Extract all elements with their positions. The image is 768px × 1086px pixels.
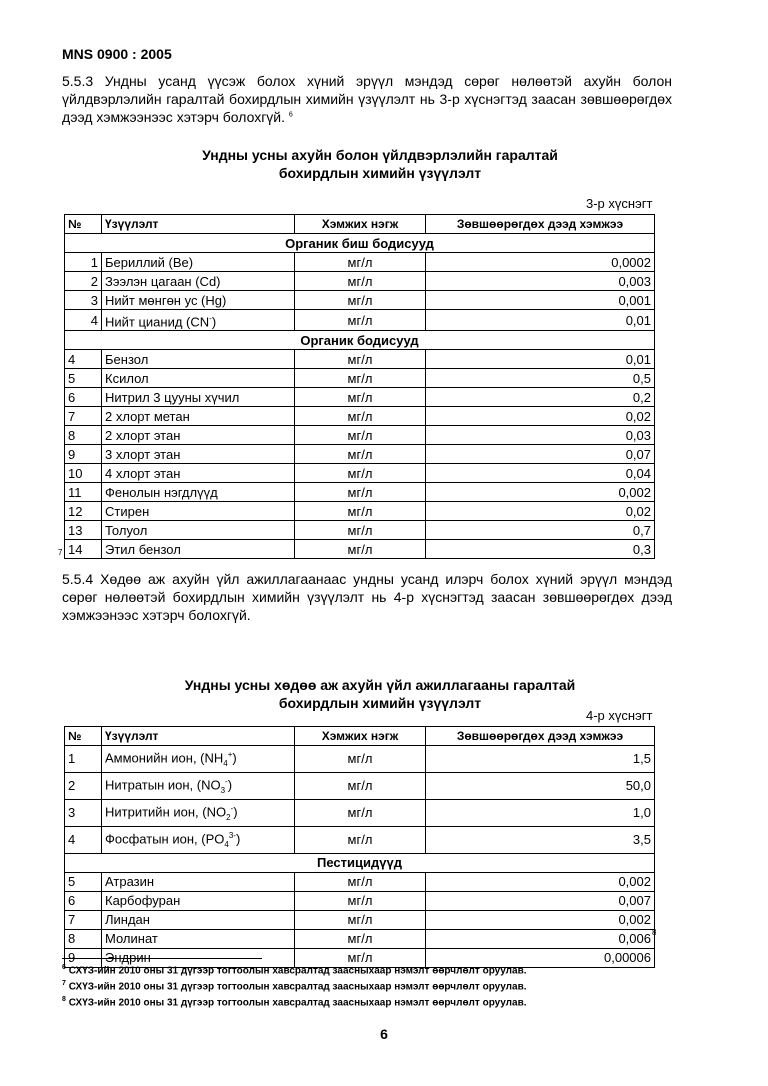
- cell-indicator: Карбофуран: [102, 891, 295, 910]
- cell-indicator: Этил бензол: [102, 540, 295, 559]
- cell-value: 0,00006: [426, 948, 655, 967]
- table-header-row: [65, 215, 655, 234]
- cell-value: 0,02: [426, 502, 655, 521]
- cell-unit: мг/л: [295, 445, 426, 464]
- cell-num: 13: [65, 521, 102, 540]
- section-heading: Пестицидүүд: [65, 853, 655, 872]
- cell-indicator: Бериллий (Be): [102, 253, 295, 272]
- cell-value: 0,003: [426, 272, 655, 291]
- table3-title: [100, 146, 660, 182]
- cell-num: 14: [65, 540, 102, 559]
- cell-value: 0,7: [426, 521, 655, 540]
- cell-num: 8: [65, 929, 102, 948]
- cell-num: 6: [65, 891, 102, 910]
- cell-indicator: Бензол: [102, 350, 295, 369]
- cell-indicator: Нийт цианид (CN-): [102, 310, 295, 331]
- table-row: [65, 826, 655, 853]
- table3-title-line2: бохирдлын химийн үзүүлэлт: [278, 165, 482, 181]
- cell-unit: мг/л: [295, 291, 426, 310]
- cell-unit: мг/л: [295, 253, 426, 272]
- cell-indicator: Зээлэн цагаан (Cd): [102, 272, 295, 291]
- footnote-ref-7: 7: [58, 548, 63, 557]
- table-row: [65, 388, 655, 407]
- footnote-8: $^8$ СХҮЗ-ийн 2010 оны 31 дүгээр тогтоолын хавсралтад заасныхаар нэмэлт өөрчлөлт оруулав.: [62, 996, 527, 1009]
- cell-unit: мг/л: [295, 772, 426, 799]
- cell-value: 0,3: [426, 540, 655, 559]
- table-section-row: [65, 853, 655, 872]
- table-row: [65, 502, 655, 521]
- cell-unit: мг/л: [295, 948, 426, 967]
- table-row: [65, 540, 655, 559]
- cell-num: 3: [65, 291, 102, 310]
- table-row: [65, 910, 655, 929]
- cell-indicator: Нийт мөнгөн ус (Hg): [102, 291, 295, 310]
- cell-num: 2: [65, 772, 102, 799]
- section-heading: Органик бодисууд: [65, 331, 655, 350]
- footnote-ref-8: 8: [652, 928, 657, 937]
- cell-value: 0,0002: [426, 253, 655, 272]
- table-header-row: [65, 727, 655, 746]
- header-num: №: [65, 727, 102, 746]
- clause-5-5-3: [62, 72, 672, 126]
- page-number: 6: [380, 1026, 388, 1042]
- cell-num: 2: [65, 272, 102, 291]
- header-limit: Зөвшөөрөгдөх дээд хэмжээ: [426, 215, 655, 234]
- header-limit: Зөвшөөрөгдөх дээд хэмжээ: [426, 727, 655, 746]
- clause-5-5-3-text: 5.5.3 Ундны усанд үүсэж болох хүний эрүүл мэндэд сөрөг нөлөөтэй ахуйн болон үйлдвэрлэлийн гаралтай бохирдлын химийн үзүүлэлт нь 3-р хүснэгтэд заасан зөвшөөрөгдөх дээд хэмжээнээс хэтэрч болохгүй.: [62, 73, 672, 125]
- cell-indicator: Линдан: [102, 910, 295, 929]
- table-row: [65, 291, 655, 310]
- cell-value: 0,006: [426, 929, 655, 948]
- cell-indicator: Толуол: [102, 521, 295, 540]
- cell-num: 4: [65, 350, 102, 369]
- table4-title-line2: бохирдлын химийн үзүүлэлт: [278, 695, 482, 711]
- table-row: [65, 350, 655, 369]
- table-section-row: [65, 234, 655, 253]
- table-row: [65, 929, 655, 948]
- cell-num: 4: [65, 310, 102, 331]
- header-num: №: [65, 215, 102, 234]
- cell-num: 5: [65, 872, 102, 891]
- cell-num: 6: [65, 388, 102, 407]
- cell-num: 9: [65, 445, 102, 464]
- cell-unit: мг/л: [295, 540, 426, 559]
- cell-indicator: Фенолын нэгдлүүд: [102, 483, 295, 502]
- table-row: [65, 253, 655, 272]
- table-row: [65, 799, 655, 826]
- table-row: [65, 891, 655, 910]
- table3: [64, 214, 655, 559]
- cell-indicator: Аммонийн ион, $(NH_4^+)$: [102, 746, 295, 773]
- cell-value: 50,0: [426, 772, 655, 799]
- cell-value: 3,5: [426, 826, 655, 853]
- cell-value: 1,0: [426, 799, 655, 826]
- cell-indicator: Фосфатын ион, $(PO_4^{3-})$: [102, 826, 295, 853]
- cell-unit: мг/л: [295, 272, 426, 291]
- cell-num: 1: [65, 746, 102, 773]
- cell-indicator: Эндрин: [102, 948, 295, 967]
- table4-title: [100, 676, 660, 712]
- cell-value: 0,001: [426, 291, 655, 310]
- table-row: [65, 746, 655, 773]
- section-heading: Органик биш бодисууд: [65, 234, 655, 253]
- table-row: [65, 483, 655, 502]
- cell-num: 5: [65, 369, 102, 388]
- header-indicator: Үзүүлэлт: [102, 727, 295, 746]
- table-row: [65, 772, 655, 799]
- cell-value: 0,002: [426, 910, 655, 929]
- table4-label: 4-р хүснэгт: [586, 708, 653, 723]
- standard-header: MNS 0900 : 2005: [62, 46, 172, 62]
- cell-indicator: Нитратын ион, $(NO_3^-)$: [102, 772, 295, 799]
- footnote-divider: [62, 958, 262, 959]
- cell-unit: мг/л: [295, 426, 426, 445]
- table-row: [65, 464, 655, 483]
- cell-value: 0,07: [426, 445, 655, 464]
- table-row: [65, 426, 655, 445]
- cell-unit: мг/л: [295, 388, 426, 407]
- cell-value: 0,03: [426, 426, 655, 445]
- cell-unit: мг/л: [295, 483, 426, 502]
- cell-indicator: 2 хлорт этан: [102, 426, 295, 445]
- cell-unit: мг/л: [295, 521, 426, 540]
- cell-indicator: Нитритийн ион, $(NO_2^-)$: [102, 799, 295, 826]
- cell-indicator: 4 хлорт этан: [102, 464, 295, 483]
- table-row: [65, 272, 655, 291]
- cell-value: 0,01: [426, 310, 655, 331]
- table-row: [65, 521, 655, 540]
- cell-unit: мг/л: [295, 891, 426, 910]
- header-indicator: Үзүүлэлт: [102, 215, 295, 234]
- cell-indicator: Ксилол: [102, 369, 295, 388]
- cell-num: 7: [65, 407, 102, 426]
- cell-num: 3: [65, 799, 102, 826]
- cell-unit: мг/л: [295, 310, 426, 331]
- cell-unit: мг/л: [295, 929, 426, 948]
- cell-num: 4: [65, 826, 102, 853]
- cell-value: 0,002: [426, 483, 655, 502]
- footnote-6: $^6$ СХҮЗ-ийн 2010 оны 31 дүгээр тогтоолын хавсралтад заасныхаар нэмэлт өөрчлөлт оруулав.: [62, 964, 527, 977]
- footnote-7: $^7$ СХҮЗ-ийн 2010 оны 31 дүгээр тогтоолын хавсралтад заасныхаар нэмэлт өөрчлөлт оруулав.: [62, 980, 527, 993]
- table-row: [65, 872, 655, 891]
- table-section-row: [65, 331, 655, 350]
- header-unit: Хэмжих нэгж: [295, 215, 426, 234]
- cell-value: 1,5: [426, 746, 655, 773]
- footnote-ref-6: 6: [288, 111, 293, 119]
- cell-value: 0,2: [426, 388, 655, 407]
- cell-indicator: Стирен: [102, 502, 295, 521]
- cell-num: 10: [65, 464, 102, 483]
- cell-num: 8: [65, 426, 102, 445]
- cell-indicator: 3 хлорт этан: [102, 445, 295, 464]
- cell-num: 11: [65, 483, 102, 502]
- cell-unit: мг/л: [295, 910, 426, 929]
- table-row: [65, 445, 655, 464]
- table4-title-line1: Ундны усны хөдөө аж ахуйн үйл ажиллагааны гаралтай: [184, 677, 576, 693]
- cell-value: 0,5: [426, 369, 655, 388]
- table-row: [65, 369, 655, 388]
- cell-value: 0,002: [426, 872, 655, 891]
- cell-indicator: Нитрил 3 цууны хүчил: [102, 388, 295, 407]
- clause-5-5-4: 5.5.4 Хөдөө аж ахуйн үйл ажиллагаанаас ундны усанд илэрч болох хүний эрүүл мэндэд сөрөг нөлөөтэй бохирдлын химийн үзүүлэлт нь 4-р хүснэгтэд заасан зөвшөөрөгдөх дээд хэмжээнээс хэтэрч болохгүй.: [62, 571, 672, 623]
- cell-unit: мг/л: [295, 350, 426, 369]
- cell-indicator: 2 хлорт метан: [102, 407, 295, 426]
- table4: [64, 726, 655, 968]
- cell-num: 7: [65, 910, 102, 929]
- cell-value: 0,007: [426, 891, 655, 910]
- cell-num: 1: [65, 253, 102, 272]
- cell-indicator: Атразин: [102, 872, 295, 891]
- cell-value: 0,01: [426, 350, 655, 369]
- cell-unit: мг/л: [295, 407, 426, 426]
- cell-num: 9: [65, 948, 102, 967]
- cell-value: 0,04: [426, 464, 655, 483]
- table-row: [65, 407, 655, 426]
- cell-indicator: Молинат: [102, 929, 295, 948]
- table3-label: 3-р хүснэгт: [586, 196, 653, 211]
- cell-unit: мг/л: [295, 826, 426, 853]
- cell-unit: мг/л: [295, 369, 426, 388]
- cell-value: 0,02: [426, 407, 655, 426]
- cell-unit: мг/л: [295, 464, 426, 483]
- cell-unit: мг/л: [295, 799, 426, 826]
- cell-unit: мг/л: [295, 872, 426, 891]
- table3-title-line1: Ундны усны ахуйн болон үйлдвэрлэлийн гаралтай: [202, 147, 558, 163]
- table-row: [65, 310, 655, 331]
- cell-num: 12: [65, 502, 102, 521]
- header-unit: Хэмжих нэгж: [295, 727, 426, 746]
- cell-unit: мг/л: [295, 746, 426, 773]
- cell-unit: мг/л: [295, 502, 426, 521]
